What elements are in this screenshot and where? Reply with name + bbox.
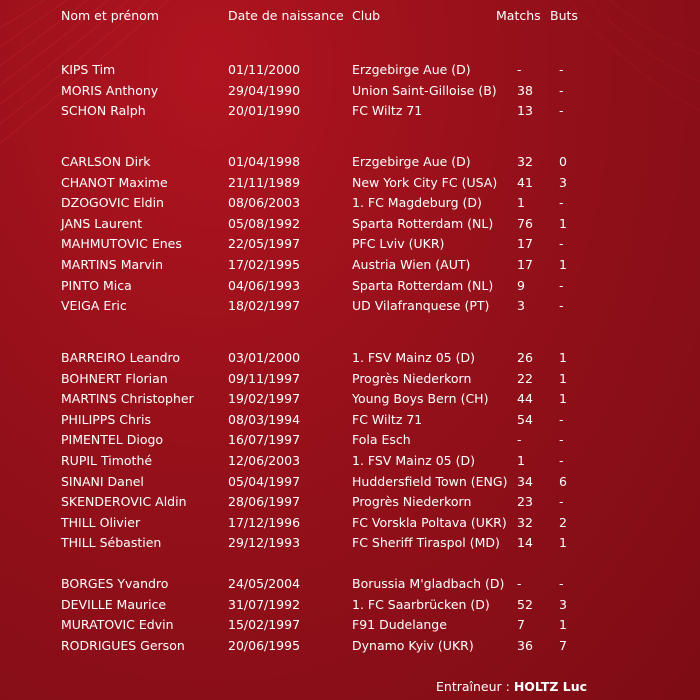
- player-name: THILL Olivier: [61, 514, 141, 530]
- player-birthdate: 01/11/2000: [228, 62, 301, 77]
- player-name: MORIS Anthony: [61, 82, 159, 98]
- player-goals: 3: [559, 596, 567, 612]
- table-row: [0, 235, 700, 253]
- table-row: [0, 637, 700, 655]
- player-name: SINANI Danel: [61, 473, 144, 489]
- player-matches: 1: [517, 453, 525, 468]
- header-name: Nom et prénom: [61, 8, 159, 23]
- table-row: [0, 596, 700, 614]
- player-name: CHANOT Maxime: [61, 174, 168, 190]
- table-row: [0, 297, 700, 315]
- player-goals: -: [559, 62, 564, 77]
- player-birthdate: 29/12/1993: [228, 535, 301, 551]
- player-matches: 22: [517, 370, 533, 386]
- table-row: [0, 277, 700, 295]
- table-row: [0, 575, 700, 593]
- player-club: Erzgebirge Aue (D): [352, 154, 471, 169]
- player-birthdate: 22/05/1997: [228, 236, 301, 252]
- player-name: VEIGA Eric: [61, 298, 127, 314]
- player-goals: 3: [559, 174, 567, 190]
- player-name: DZOGOVIC Eldin: [61, 195, 164, 211]
- player-name: MARTINS Christopher: [61, 391, 194, 407]
- player-name: PHILIPPS Chris: [61, 411, 152, 427]
- player-goals: -: [559, 277, 564, 293]
- table-row: [0, 194, 700, 212]
- player-club: 1. FC Magdeburg (D): [352, 195, 482, 211]
- player-club: FC Wiltz 71: [352, 103, 423, 119]
- table-row: [0, 370, 700, 388]
- player-matches: 76: [517, 215, 533, 231]
- player-matches: 54: [517, 411, 533, 427]
- player-club: Union Saint-Gilloise (B): [352, 82, 497, 98]
- player-birthdate: 05/08/1992: [228, 215, 301, 231]
- player-goals: 1: [559, 370, 567, 386]
- header-club: Club: [352, 8, 381, 23]
- player-matches: 3: [517, 298, 525, 314]
- player-goals: 1: [559, 535, 567, 551]
- table-row: [0, 452, 700, 470]
- player-name: CARLSON Dirk: [61, 154, 151, 169]
- player-goals: 0: [559, 154, 567, 169]
- coach-line: [436, 679, 587, 694]
- player-goals: 7: [559, 637, 567, 653]
- player-goals: -: [559, 298, 564, 314]
- player-matches: 23: [517, 494, 533, 510]
- player-birthdate: 20/06/1995: [228, 637, 301, 653]
- player-matches: -: [517, 62, 522, 77]
- player-goals: -: [559, 82, 564, 98]
- player-goals: -: [559, 411, 564, 427]
- player-birthdate: 18/02/1997: [228, 298, 301, 314]
- player-birthdate: 20/01/1990: [228, 103, 301, 119]
- table-row: [0, 153, 700, 171]
- player-goals: 1: [559, 257, 567, 272]
- player-birthdate: 04/06/1993: [228, 277, 301, 293]
- player-club: Austria Wien (AUT): [352, 257, 471, 272]
- player-birthdate: 16/07/1997: [228, 432, 301, 448]
- player-matches: 36: [517, 637, 533, 653]
- table-row: [0, 514, 700, 532]
- table-row: [0, 616, 700, 634]
- player-matches: 13: [517, 103, 533, 119]
- player-club: Huddersfield Town (ENG): [352, 473, 508, 489]
- player-matches: 52: [517, 596, 533, 612]
- player-birthdate: 12/06/2003: [228, 453, 301, 468]
- coach-name: HOLTZ Luc: [513, 679, 588, 694]
- table-row: [0, 256, 700, 274]
- table-row: [0, 82, 700, 100]
- player-goals: -: [559, 103, 564, 119]
- player-matches: 17: [517, 236, 533, 252]
- player-club: Borussia M'gladbach (D): [352, 576, 505, 591]
- player-matches: 32: [517, 514, 533, 530]
- player-birthdate: 03/01/2000: [228, 350, 301, 365]
- player-matches: 1: [517, 195, 525, 211]
- table-row: [0, 215, 700, 233]
- player-name: BARREIRO Leandro: [61, 350, 181, 365]
- player-birthdate: 28/06/1997: [228, 494, 301, 510]
- player-name: JANS Laurent: [61, 215, 143, 231]
- player-birthdate: 21/11/1989: [228, 174, 301, 190]
- table-row: [0, 390, 700, 408]
- player-birthdate: 08/06/2003: [228, 195, 301, 211]
- player-name: MAHMUTOVIC Enes: [61, 236, 182, 252]
- player-matches: 32: [517, 154, 533, 169]
- player-birthdate: 05/04/1997: [228, 473, 301, 489]
- table-row: [0, 473, 700, 491]
- player-matches: -: [517, 432, 522, 448]
- player-club: Sparta Rotterdam (NL): [352, 215, 494, 231]
- table-header: [0, 7, 700, 25]
- player-name: PIMENTEL Diogo: [61, 432, 164, 448]
- player-matches: 7: [517, 617, 525, 633]
- player-birthdate: 15/02/1997: [228, 617, 301, 633]
- player-matches: 44: [517, 391, 533, 407]
- player-goals: -: [559, 432, 564, 448]
- player-goals: 1: [559, 215, 567, 231]
- player-club: 1. FC Saarbrücken (D): [352, 596, 490, 612]
- player-club: Dynamo Kyiv (UKR): [352, 637, 474, 653]
- player-club: PFC Lviv (UKR): [352, 236, 445, 252]
- player-club: FC Wiltz 71: [352, 411, 423, 427]
- player-club: New York City FC (USA): [352, 174, 498, 190]
- player-club: Progrès Niederkorn: [352, 494, 472, 510]
- player-name: BOHNERT Florian: [61, 370, 168, 386]
- player-goals: 1: [559, 350, 567, 365]
- player-club: Progrès Niederkorn: [352, 370, 472, 386]
- player-birthdate: 17/12/1996: [228, 514, 301, 530]
- player-club: UD Vilafranquese (PT): [352, 298, 490, 314]
- player-matches: 38: [517, 82, 533, 98]
- table-row: [0, 349, 700, 367]
- table-row: [0, 61, 700, 79]
- player-goals: 1: [559, 617, 567, 633]
- player-name: PINTO Mica: [61, 277, 132, 293]
- player-matches: -: [517, 576, 522, 591]
- player-matches: 17: [517, 257, 533, 272]
- player-name: RUPIL Timothé: [61, 453, 153, 468]
- player-club: FC Vorskla Poltava (UKR): [352, 514, 507, 530]
- player-name: KIPS Tim: [61, 62, 116, 77]
- player-matches: 26: [517, 350, 533, 365]
- player-club: 1. FSV Mainz 05 (D): [352, 350, 475, 365]
- table-row: [0, 174, 700, 192]
- player-birthdate: 19/02/1997: [228, 391, 301, 407]
- player-club: 1. FSV Mainz 05 (D): [352, 453, 475, 468]
- player-club: FC Sheriff Tiraspol (MD): [352, 535, 500, 551]
- player-goals: -: [559, 453, 564, 468]
- player-club: Erzgebirge Aue (D): [352, 62, 471, 77]
- player-matches: 34: [517, 473, 533, 489]
- player-birthdate: 09/11/1997: [228, 370, 301, 386]
- player-name: RODRIGUES Gerson: [61, 637, 185, 653]
- player-birthdate: 24/05/2004: [228, 576, 301, 591]
- player-goals: 6: [559, 473, 567, 489]
- table-row: [0, 534, 700, 552]
- header-matches: Matchs: [496, 8, 541, 23]
- player-name: BORGES Yvandro: [61, 576, 169, 591]
- player-name: DEVILLE Maurice: [61, 596, 167, 612]
- player-goals: -: [559, 494, 564, 510]
- player-birthdate: 17/02/1995: [228, 257, 301, 272]
- player-goals: -: [559, 576, 564, 591]
- player-name: MURATOVIC Edvin: [61, 617, 174, 633]
- player-goals: 1: [559, 391, 567, 407]
- player-club: Young Boys Bern (CH): [352, 391, 489, 407]
- coach-label: Entraîneur :: [436, 679, 510, 694]
- player-birthdate: 31/07/1992: [228, 596, 301, 612]
- player-name: SCHON Ralph: [61, 103, 146, 119]
- player-club: Fola Esch: [352, 432, 411, 448]
- player-goals: -: [559, 195, 564, 211]
- header-birthdate: Date de naissance: [228, 8, 344, 23]
- table-row: [0, 411, 700, 429]
- player-club: F91 Dudelange: [352, 617, 447, 633]
- player-birthdate: 08/03/1994: [228, 411, 301, 427]
- player-name: MARTINS Marvin: [61, 257, 164, 272]
- header-goals: Buts: [550, 8, 578, 23]
- player-birthdate: 01/04/1998: [228, 154, 301, 169]
- table-row: [0, 493, 700, 511]
- table-row: [0, 431, 700, 449]
- player-goals: -: [559, 236, 564, 252]
- player-matches: 41: [517, 174, 533, 190]
- player-goals: 2: [559, 514, 567, 530]
- player-name: SKENDEROVIC Aldin: [61, 494, 187, 510]
- player-birthdate: 29/04/1990: [228, 82, 301, 98]
- player-name: THILL Sébastien: [61, 535, 162, 551]
- player-matches: 14: [517, 535, 533, 551]
- table-row: [0, 102, 700, 120]
- player-club: Sparta Rotterdam (NL): [352, 277, 494, 293]
- player-matches: 9: [517, 277, 525, 293]
